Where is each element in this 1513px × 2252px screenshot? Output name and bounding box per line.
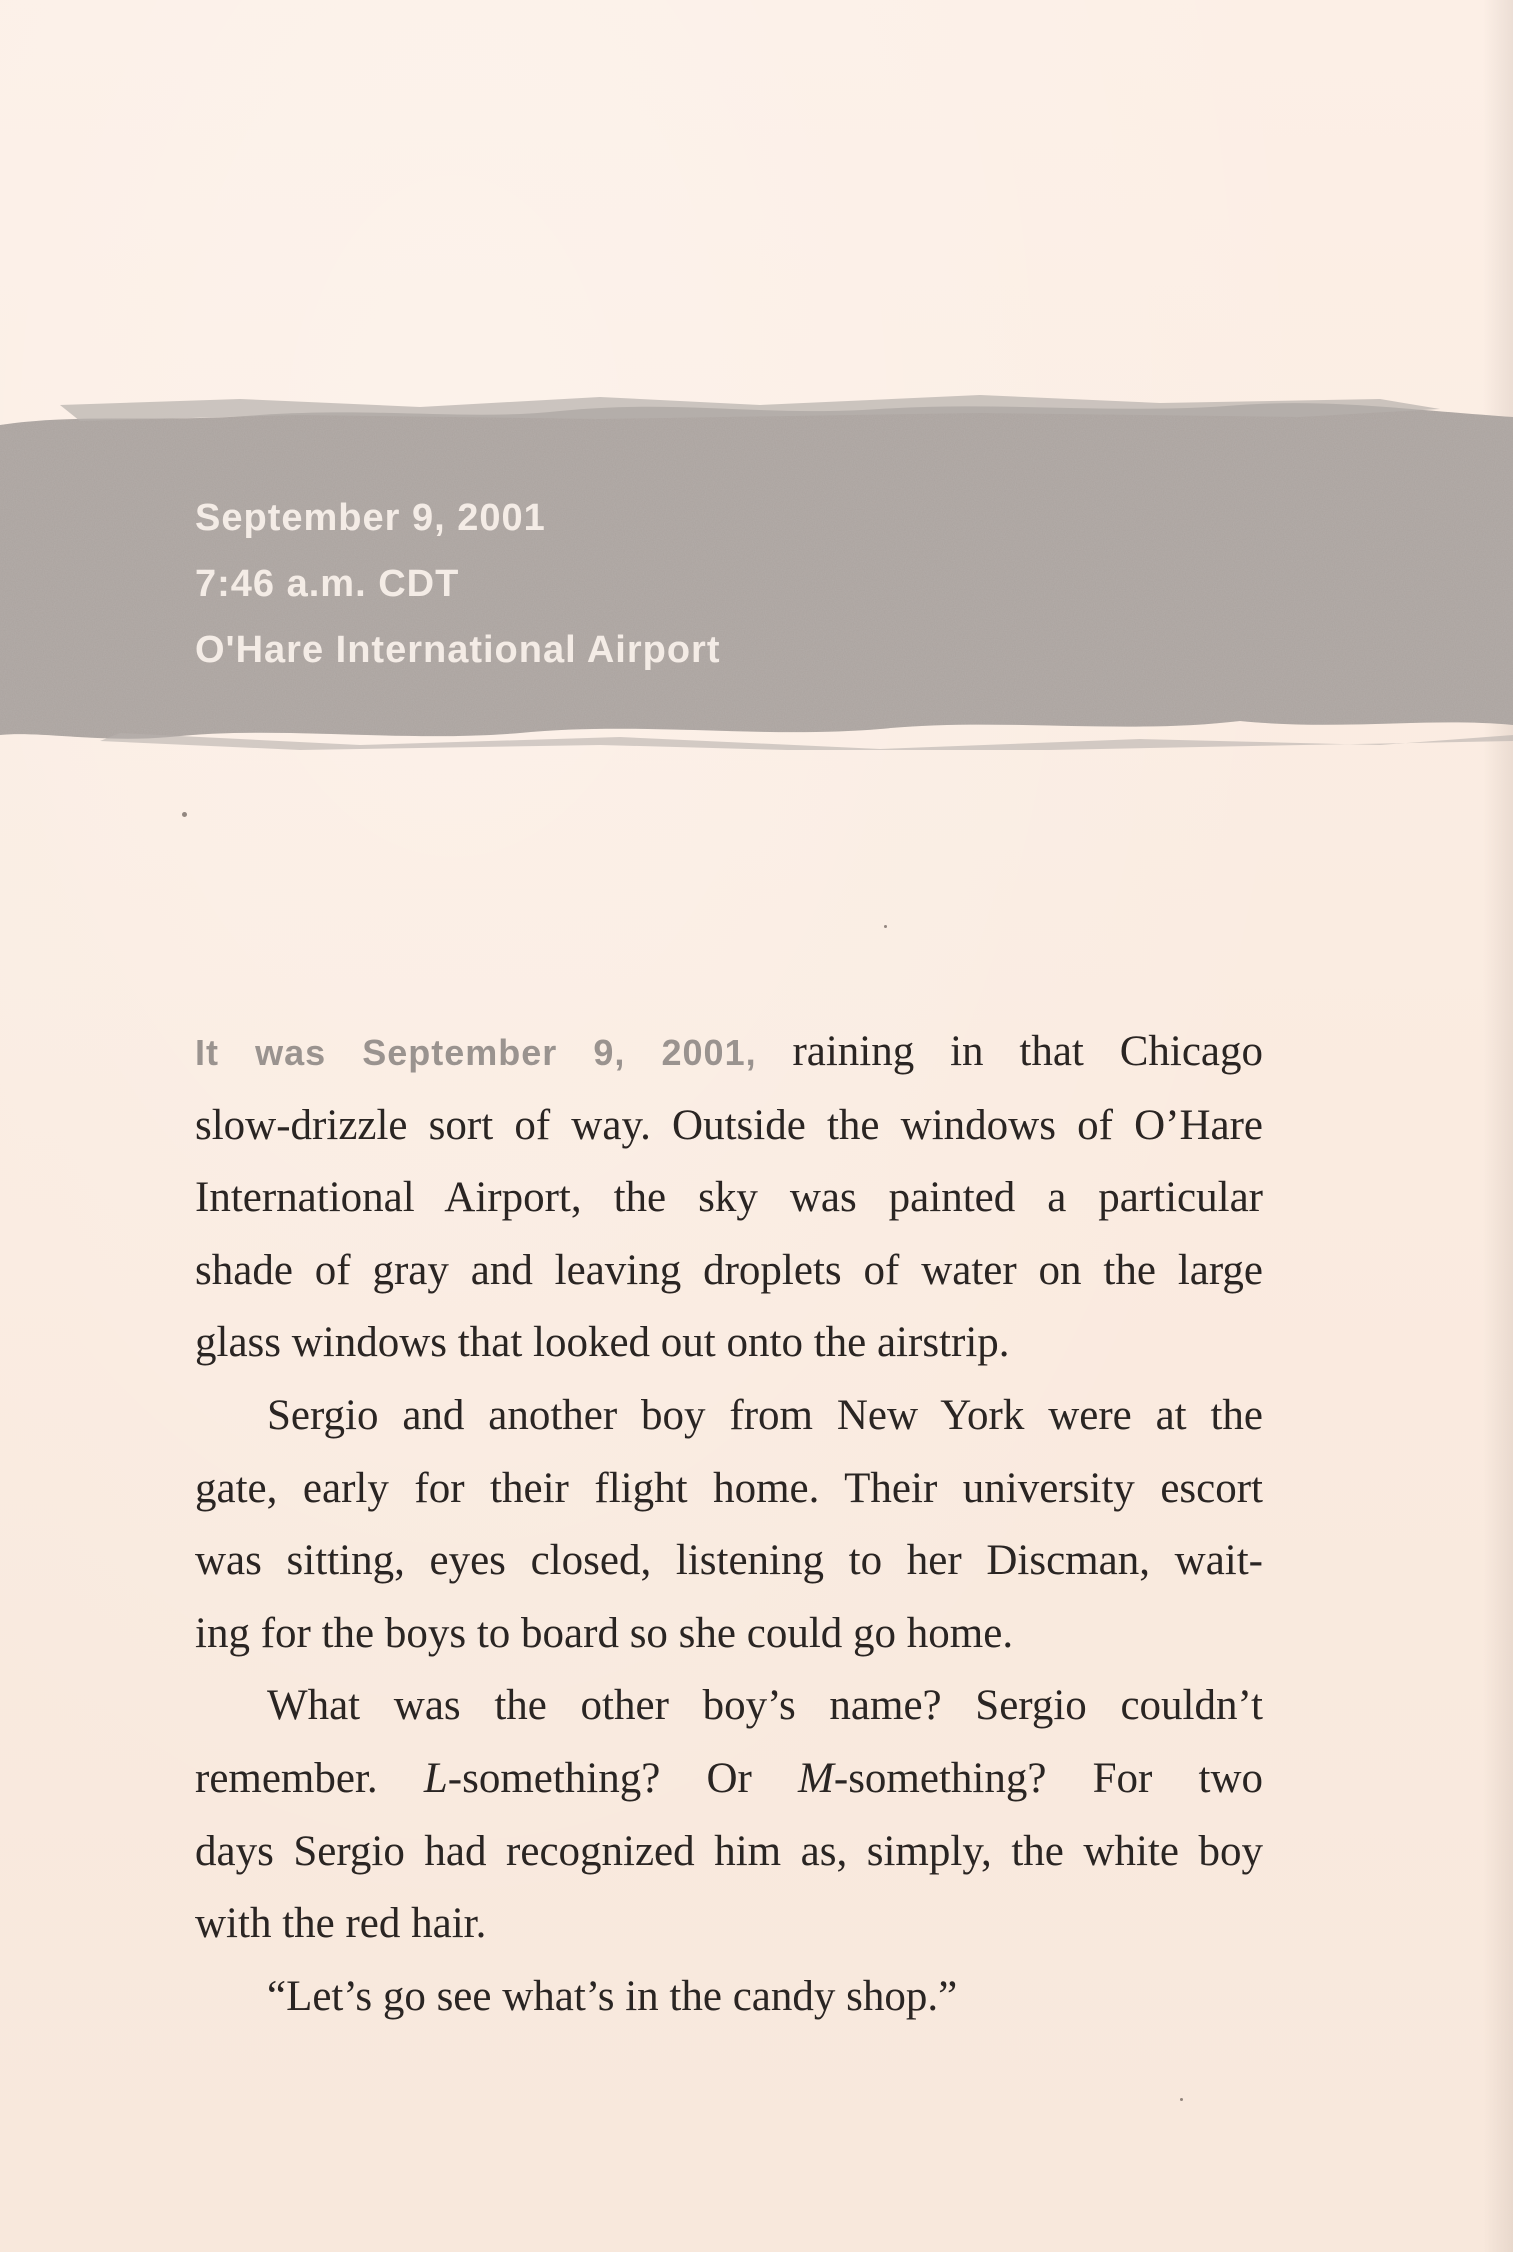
text-line: days Sergio had recognized him as, simply, the white boy [195, 1827, 1263, 1875]
text-line: shade of gray and leaving droplets of water on the large [195, 1246, 1263, 1294]
paragraph-1 [195, 1016, 1263, 1380]
opening-lead-in: It was September 9, 2001, [195, 1032, 757, 1073]
text-line: International Airport, the sky was painted a particular [195, 1174, 1263, 1222]
text-line: ing for the boys to board so she could go home. [195, 1609, 1014, 1657]
text-line: Sergio and another boy from New York were at the [267, 1391, 1263, 1439]
paragraph-2 [195, 1380, 1263, 1453]
paper-speck [1180, 2098, 1183, 2101]
paragraph-3-cont [195, 1743, 1263, 1961]
dateline-place: O'Hare International Airport [195, 629, 721, 671]
text-line: What was the other boy’s name? Sergio couldn’t [267, 1682, 1263, 1730]
dateline-date: September 9, 2001 [195, 497, 546, 539]
paper-speck [884, 925, 887, 928]
paragraph-4 [195, 1961, 1263, 2034]
text-line: was sitting, eyes closed, listening to her Discman, wait- [195, 1537, 1263, 1585]
dateline-time: 7:46 a.m. CDT [195, 563, 460, 605]
text-line: glass windows that looked out onto the airstrip. [195, 1319, 1010, 1367]
text-line: “Let’s go see what’s in the candy shop.” [267, 1972, 958, 2020]
chapter-dateline [195, 485, 720, 683]
paper-speck [182, 812, 187, 817]
text-line: remember. L-something? Or M-something? For two [195, 1754, 1264, 1802]
text-line: gate, early for their flight home. Their university escort [195, 1464, 1263, 1512]
text-line: slow-drizzle sort of way. Outside the windows of O’Hare [195, 1101, 1263, 1149]
text-line: raining in that Chicago [756, 1028, 1263, 1075]
story-text [195, 1016, 1263, 2033]
paragraph-2-cont [195, 1453, 1263, 1671]
page-edge-shadow [1483, 0, 1513, 2252]
text-line: with the red hair. [195, 1900, 487, 1948]
paragraph-3 [195, 1670, 1263, 1743]
